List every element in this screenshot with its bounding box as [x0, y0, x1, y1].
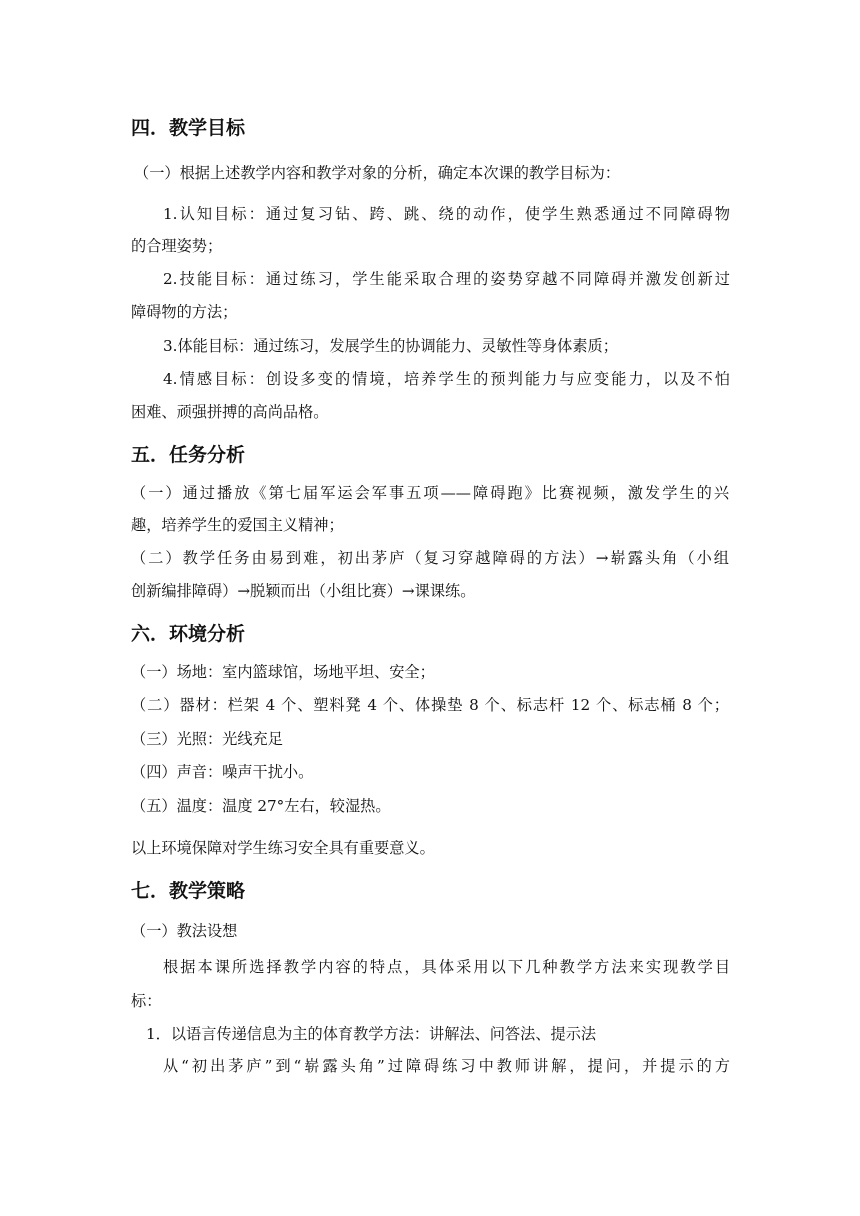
goals-intro: （一）根据上述教学内容和教学对象的分析，确定本次课的教学目标为：: [134, 164, 620, 182]
goal-item-2-line1: 2.技能目标：通过练习，学生能采取合理的姿势穿越不同障碍并激发创新过: [163, 270, 730, 288]
section-heading-teaching-strategy: 七．教学策略: [131, 880, 246, 902]
section-heading-teaching-goals: 四．教学目标: [131, 117, 246, 139]
goal-item-3: 3.体能目标：通过练习，发展学生的协调能力、灵敏性等身体素质；: [163, 337, 618, 355]
strategy-para-line1: 根据本课所选择教学内容的特点，具体采用以下几种教学方法来实现教学目: [163, 958, 730, 976]
goal-item-1-line1: 1.认知目标：通过复习钻、跨、跳、绕的动作，使学生熟悉通过不同障碍物: [163, 205, 730, 223]
strategy-para-line2: 标：: [131, 992, 162, 1010]
goal-item-4-line1: 4.情感目标：创设多变的情境，培养学生的预判能力与应变能力，以及不怕: [163, 370, 730, 388]
env-lighting: （三）光照：光线充足: [131, 730, 283, 748]
task-para-2-line2: 创新编排障碍）→脱颖而出（小组比赛）→课课练。: [131, 582, 476, 600]
goal-item-4-line2: 困难、顽强拼搏的高尚品格。: [131, 403, 329, 421]
task-para-1-line1: （一）通过播放《第七届军运会军事五项——障碍跑》比赛视频，激发学生的兴: [131, 484, 729, 502]
goal-item-1-line2: 的合理姿势；: [131, 237, 223, 255]
goal-item-2-line2: 障碍物的方法；: [131, 303, 238, 321]
env-venue: （一）场地：室内篮球馆，场地平坦、安全；: [131, 663, 435, 681]
strategy-subheading-method-idea: （一）教法设想: [131, 922, 238, 940]
env-sound: （四）声音：噪声干扰小。: [131, 763, 314, 781]
env-summary: 以上环境保障对学生练习安全具有重要意义。: [131, 839, 435, 857]
task-para-1-line2: 趣，培养学生的爱国主义精神；: [131, 516, 344, 534]
task-para-2-line1: （二）教学任务由易到难，初出茅庐（复习穿越障碍的方法）→崭露头角（小组: [131, 549, 729, 567]
env-equipment: （二）器材：栏架 4 个、塑料凳 4 个、体操垫 8 个、标志杆 12 个、标志桶 8 个；: [131, 696, 729, 714]
env-temperature: （五）温度：温度 27°左右，较湿热。: [131, 797, 391, 815]
section-heading-task-analysis: 五．任务分析: [131, 444, 246, 466]
strategy-method-1-desc: 从“初出茅庐”到“崭露头角”过障碍练习中教师讲解，提问，并提示的方: [163, 1057, 730, 1075]
strategy-method-1: 1．以语言传递信息为主的体育教学方法：讲解法、问答法、提示法: [146, 1025, 597, 1043]
section-heading-environment-analysis: 六．环境分析: [131, 623, 246, 645]
